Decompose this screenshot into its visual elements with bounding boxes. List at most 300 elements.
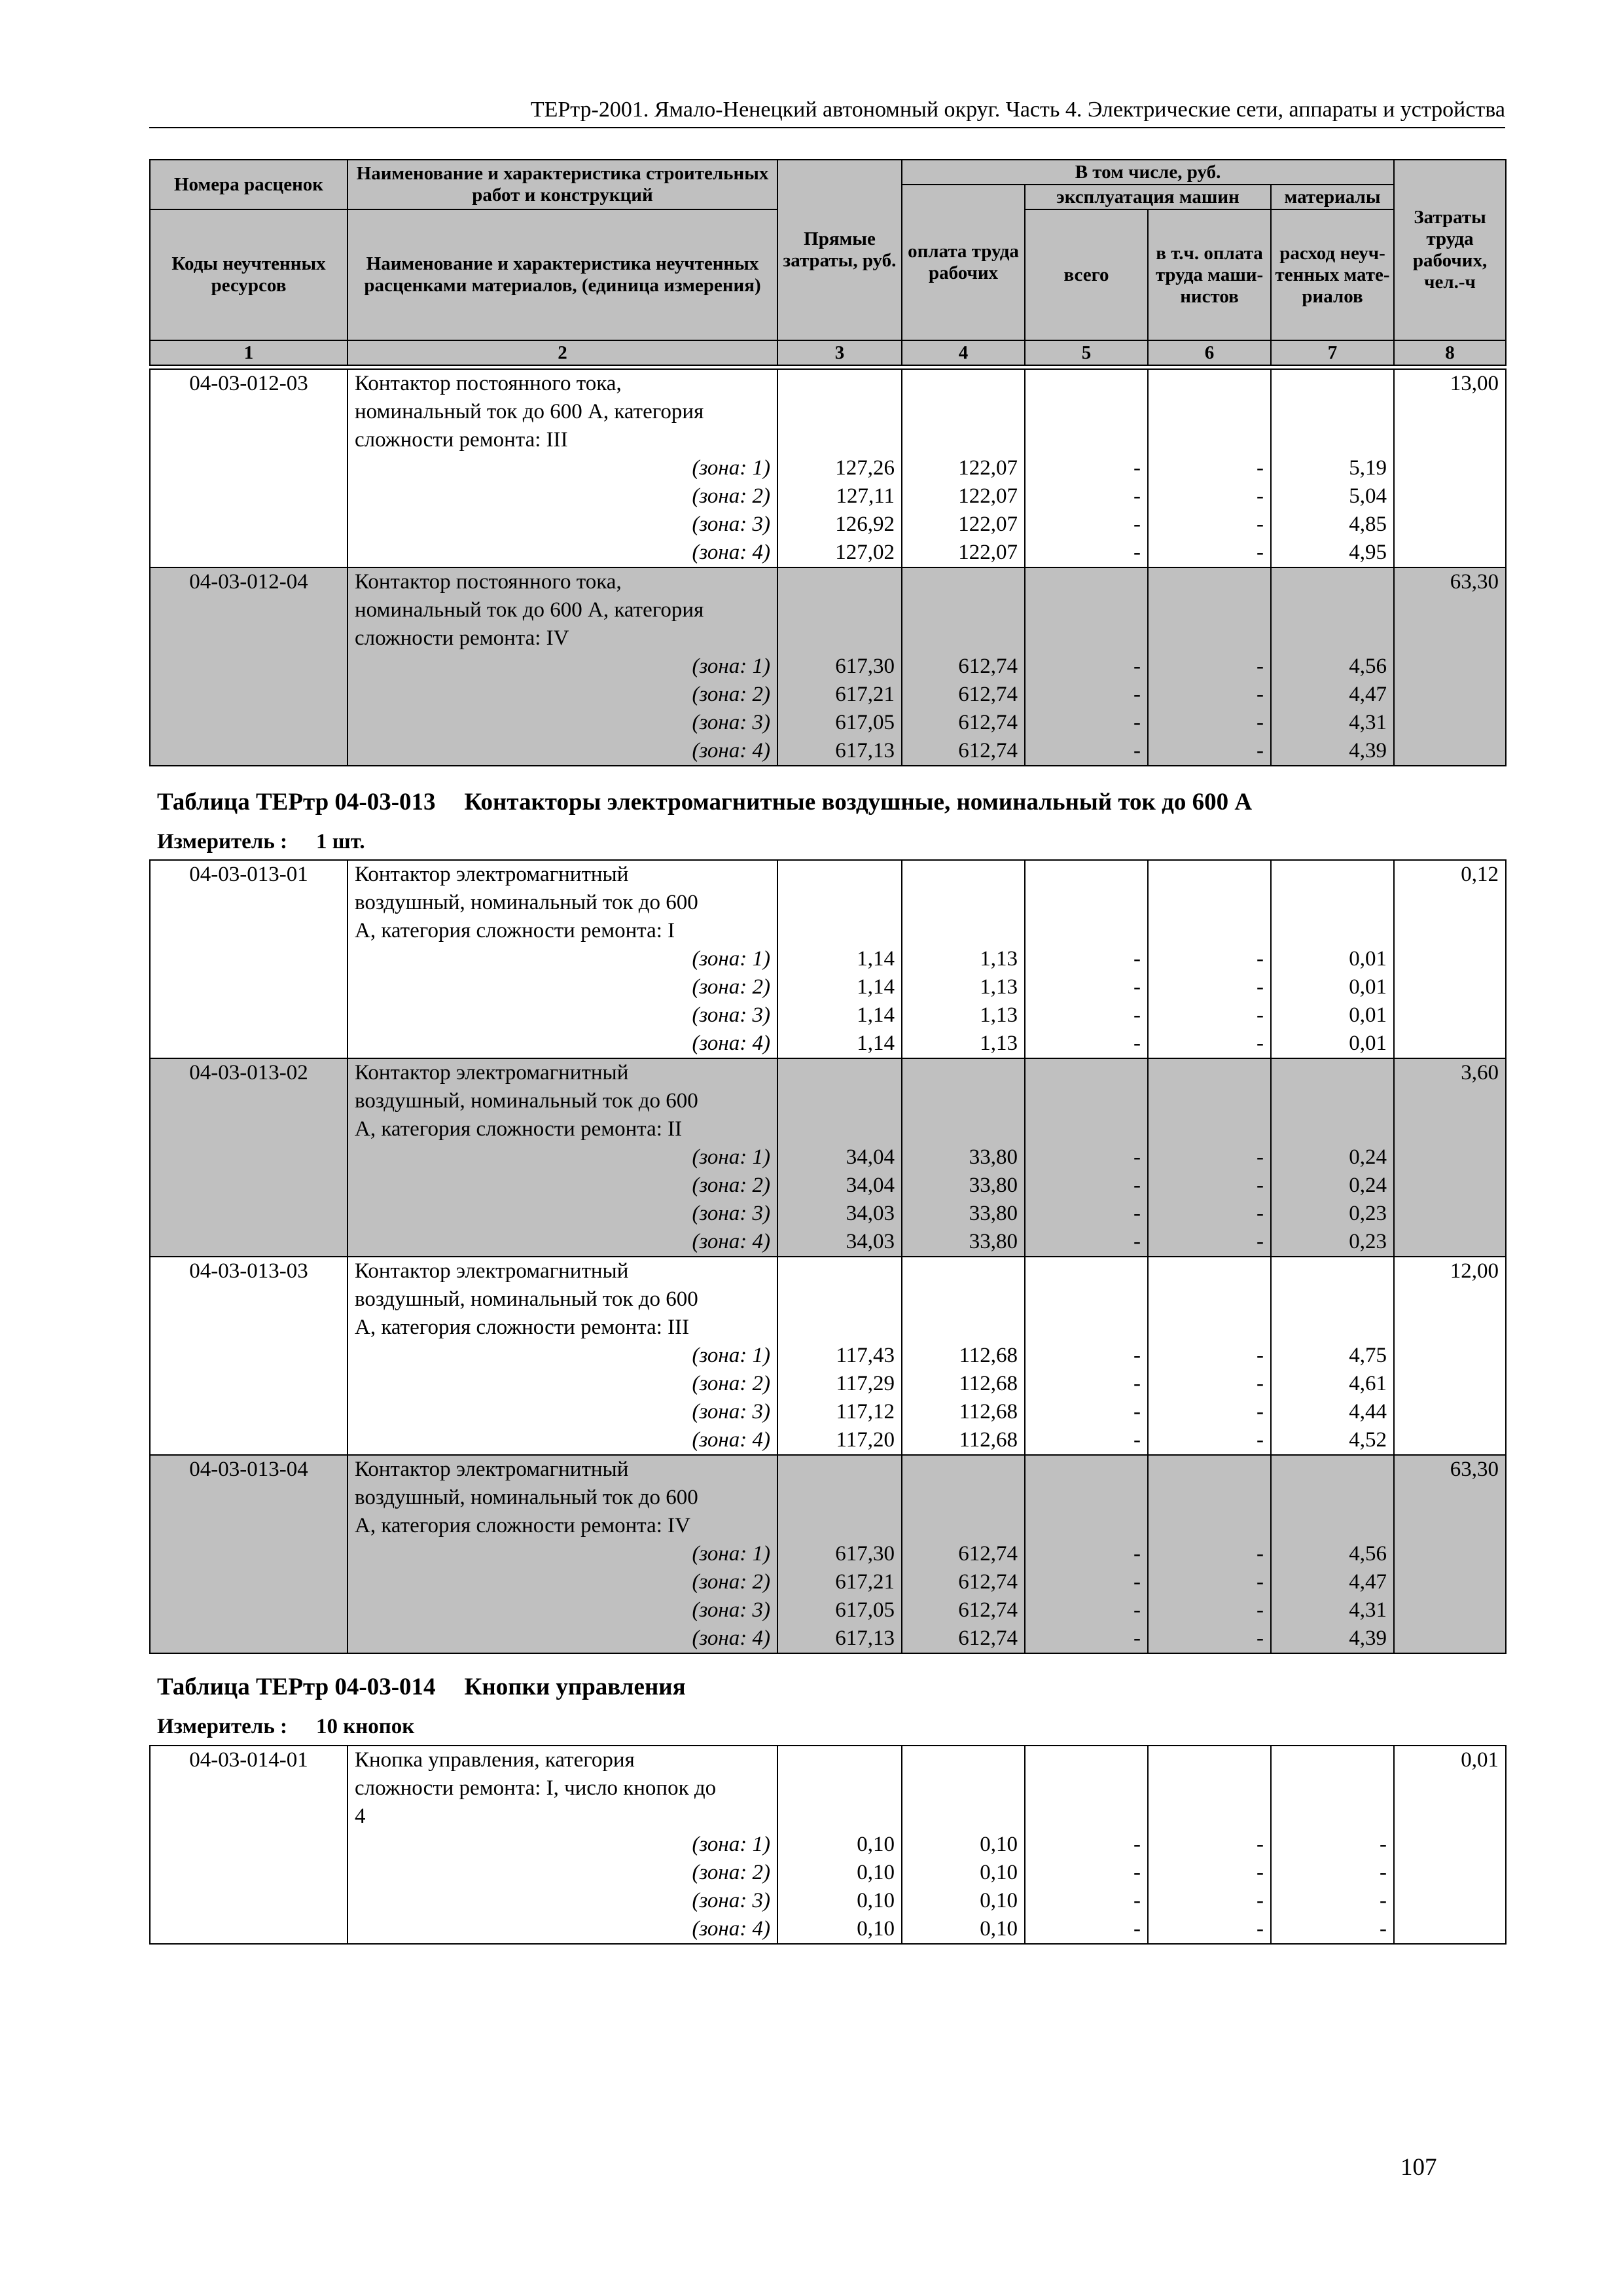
wages-value: 33,80 [902, 1172, 1025, 1200]
value-cell-empty [777, 1774, 902, 1803]
machinists-value: - [1148, 482, 1271, 511]
machines-total-value: - [1025, 1831, 1148, 1859]
value-cell-empty [1025, 1257, 1148, 1285]
zone-label: (зона: 3) [348, 511, 777, 539]
rate-description: Контактор постоянного тока, [348, 567, 777, 596]
table-row [150, 653, 1506, 681]
machinists-value: - [1148, 1915, 1271, 1944]
zone-label: (зона: 1) [348, 653, 777, 681]
labor-empty [1394, 653, 1506, 681]
materials-value: 4,47 [1271, 681, 1394, 709]
value-cell-empty [777, 1314, 902, 1342]
machines-total-value: - [1025, 1398, 1148, 1426]
materials-value: 4,31 [1271, 1596, 1394, 1624]
direct-costs-value: 617,30 [777, 1540, 902, 1568]
value-cell-empty [1148, 1314, 1271, 1342]
col-name-materials: Наименование и характеристика неучтенных расценками материалов, (единица измерения) [348, 209, 777, 340]
wages-value: 112,68 [902, 1370, 1025, 1398]
rate-description: сложности ремонта: I, число кнопок до [348, 1774, 777, 1803]
rate-code: 04-03-013-02 [150, 1058, 348, 1087]
rate-code-empty [150, 1172, 348, 1200]
value-cell-empty [902, 1803, 1025, 1831]
machines-total-value: - [1025, 1200, 1148, 1228]
col-machines-total: всего [1025, 209, 1148, 340]
rate-code: 04-03-012-04 [150, 567, 348, 596]
rate-code-empty [150, 1314, 348, 1342]
direct-costs-value: 617,13 [777, 737, 902, 766]
machinists-value: - [1148, 1001, 1271, 1030]
direct-costs-value: 1,14 [777, 973, 902, 1001]
value-cell-empty [902, 1484, 1025, 1512]
rate-code-empty [150, 482, 348, 511]
materials-value: 0,01 [1271, 1001, 1394, 1030]
table-row [150, 1115, 1506, 1143]
page-header: ТЕРтр-2001. Ямало-Ненецкий автономный округ. Часть 4. Электрические сети, аппараты и устройства [149, 97, 1505, 128]
wages-value: 0,10 [902, 1915, 1025, 1944]
value-cell-empty [1025, 1803, 1148, 1831]
rate-description: сложности ремонта: III [348, 426, 777, 454]
value-cell-empty [777, 1455, 902, 1484]
value-cell-empty [1025, 398, 1148, 426]
value-cell-empty [1271, 1746, 1394, 1774]
machinists-value: - [1148, 1426, 1271, 1455]
value-cell-empty [1271, 1803, 1394, 1831]
table-row [150, 1398, 1506, 1426]
labor-value: 13,00 [1394, 369, 1506, 398]
value-cell-empty [777, 1257, 902, 1285]
labor-empty [1394, 596, 1506, 624]
zone-label: (зона: 4) [348, 1030, 777, 1058]
table-row [150, 369, 1506, 398]
wages-value: 33,80 [902, 1143, 1025, 1172]
zone-label: (зона: 4) [348, 1426, 777, 1455]
zone-label: (зона: 4) [348, 539, 777, 567]
rate-code-empty [150, 398, 348, 426]
rate-code: 04-03-012-03 [150, 369, 348, 398]
labor-empty [1394, 945, 1506, 973]
labor-empty [1394, 889, 1506, 917]
value-cell-empty [777, 917, 902, 945]
rate-description: Контактор постоянного тока, [348, 369, 777, 398]
direct-costs-value: 0,10 [777, 1915, 902, 1944]
zone-label: (зона: 2) [348, 681, 777, 709]
labor-empty [1394, 1568, 1506, 1596]
value-cell-empty [1148, 1058, 1271, 1087]
col-number: 6 [1148, 340, 1271, 365]
zone-label: (зона: 1) [348, 1143, 777, 1172]
col-wages: оплата труда рабочих [902, 185, 1025, 340]
table-row [150, 1200, 1506, 1228]
wages-value: 122,07 [902, 482, 1025, 511]
labor-empty [1394, 1915, 1506, 1944]
labor-empty [1394, 1030, 1506, 1058]
value-cell-empty [1271, 1257, 1394, 1285]
value-cell-empty [1271, 1285, 1394, 1314]
materials-value: 4,39 [1271, 1624, 1394, 1653]
direct-costs-value: 617,05 [777, 709, 902, 737]
table-row [150, 511, 1506, 539]
labor-empty [1394, 1484, 1506, 1512]
value-cell-empty [902, 1314, 1025, 1342]
col-number: 4 [902, 340, 1025, 365]
value-cell-empty [777, 426, 902, 454]
direct-costs-value: 117,12 [777, 1398, 902, 1426]
rate-code-empty [150, 709, 348, 737]
table-row [150, 1426, 1506, 1455]
machinists-value: - [1148, 511, 1271, 539]
value-cell-empty [1271, 1058, 1394, 1087]
rate-code-empty [150, 1228, 348, 1257]
table-row [150, 1774, 1506, 1803]
value-cell-empty [1148, 624, 1271, 653]
machines-total-value: - [1025, 1540, 1148, 1568]
table-row [150, 1624, 1506, 1653]
col-number: 8 [1394, 340, 1506, 365]
value-cell-empty [1148, 567, 1271, 596]
table-row [150, 1455, 1506, 1484]
labor-empty [1394, 1512, 1506, 1540]
materials-value: 4,56 [1271, 1540, 1394, 1568]
value-cell-empty [777, 1115, 902, 1143]
value-cell-empty [1271, 596, 1394, 624]
value-cell-empty [1148, 917, 1271, 945]
table-title-013: Таблица ТЕРтр 04-03-013 Контакторы электромагнитные воздушные, номинальный ток до 600 А [157, 789, 1253, 816]
machines-total-value: - [1025, 1143, 1148, 1172]
zone-label: (зона: 3) [348, 1200, 777, 1228]
machinists-value: - [1148, 1859, 1271, 1887]
value-cell-empty [902, 1115, 1025, 1143]
labor-empty [1394, 1143, 1506, 1172]
materials-value: - [1271, 1915, 1394, 1944]
value-cell-empty [1148, 1115, 1271, 1143]
wages-value: 612,74 [902, 653, 1025, 681]
value-cell-empty [902, 567, 1025, 596]
rate-code-empty [150, 1001, 348, 1030]
direct-costs-value: 117,29 [777, 1370, 902, 1398]
zone-label: (зона: 2) [348, 973, 777, 1001]
machines-total-value: - [1025, 511, 1148, 539]
col-direct-costs: Прямые затраты, руб. [777, 160, 902, 340]
labor-empty [1394, 1596, 1506, 1624]
col-labor: Затраты труда рабочих, чел.-ч [1394, 160, 1506, 340]
materials-value: 0,01 [1271, 1030, 1394, 1058]
labor-empty [1394, 1859, 1506, 1887]
zone-label: (зона: 2) [348, 1859, 777, 1887]
col-num-rates: Номера расценок [150, 160, 348, 209]
machines-total-value: - [1025, 653, 1148, 681]
materials-value: - [1271, 1887, 1394, 1915]
col-machinists: в т.ч. оплата труда маши-нистов [1148, 209, 1271, 340]
table-row [150, 1746, 1506, 1774]
machinists-value: - [1148, 1398, 1271, 1426]
value-cell-empty [1025, 426, 1148, 454]
rate-code-empty [150, 624, 348, 653]
machines-total-value: - [1025, 539, 1148, 567]
rate-code-empty [150, 945, 348, 973]
value-cell-empty [777, 398, 902, 426]
rate-description: Контактор электромагнитный [348, 1455, 777, 1484]
machines-total-value: - [1025, 1887, 1148, 1915]
machines-total-value: - [1025, 681, 1148, 709]
wages-value: 122,07 [902, 511, 1025, 539]
value-cell-empty [1148, 1746, 1271, 1774]
labor-empty [1394, 737, 1506, 766]
wages-value: 612,74 [902, 681, 1025, 709]
machines-total-value: - [1025, 1859, 1148, 1887]
machinists-value: - [1148, 1887, 1271, 1915]
wages-value: 1,13 [902, 1001, 1025, 1030]
rate-code-empty [150, 973, 348, 1001]
labor-value: 0,01 [1394, 1746, 1506, 1774]
machinists-value: - [1148, 945, 1271, 973]
table-row [150, 1568, 1506, 1596]
value-cell-empty [1271, 624, 1394, 653]
machines-total-value: - [1025, 1426, 1148, 1455]
machinists-value: - [1148, 1568, 1271, 1596]
rate-code-empty [150, 1568, 348, 1596]
value-cell-empty [1148, 860, 1271, 889]
value-cell-empty [1025, 1058, 1148, 1087]
value-cell-empty [902, 917, 1025, 945]
materials-value: 4,47 [1271, 1568, 1394, 1596]
machinists-value: - [1148, 539, 1271, 567]
table-row [150, 567, 1506, 596]
zone-label: (зона: 3) [348, 1887, 777, 1915]
value-cell-empty [1148, 1774, 1271, 1803]
value-cell-empty [1025, 624, 1148, 653]
table-row [150, 1831, 1506, 1859]
col-number: 5 [1025, 340, 1148, 365]
rate-code-empty [150, 1370, 348, 1398]
value-cell-empty [1025, 1774, 1148, 1803]
measure-013: Измеритель : 1 шт. [157, 830, 365, 853]
table-row [150, 1228, 1506, 1257]
value-cell-empty [1025, 1455, 1148, 1484]
value-cell-empty [1271, 1774, 1394, 1803]
table-row [150, 1512, 1506, 1540]
labor-empty [1394, 1172, 1506, 1200]
table-row [150, 1143, 1506, 1172]
materials-value: 5,19 [1271, 454, 1394, 482]
materials-value: 0,23 [1271, 1228, 1394, 1257]
materials-value: 0,24 [1271, 1172, 1394, 1200]
value-cell-empty [902, 1058, 1025, 1087]
value-cell-empty [902, 1774, 1025, 1803]
table-row [150, 454, 1506, 482]
labor-value: 3,60 [1394, 1058, 1506, 1087]
rate-description: воздушный, номинальный ток до 600 [348, 1087, 777, 1115]
machines-total-value: - [1025, 1228, 1148, 1257]
labor-empty [1394, 624, 1506, 653]
measure-014: Измеритель : 10 кнопок [157, 1715, 415, 1738]
value-cell-empty [902, 1257, 1025, 1285]
wages-value: 112,68 [902, 1398, 1025, 1426]
wages-value: 0,10 [902, 1831, 1025, 1859]
value-cell-empty [1025, 1115, 1148, 1143]
table-row [150, 945, 1506, 973]
labor-empty [1394, 1087, 1506, 1115]
rate-code-empty [150, 539, 348, 567]
table-row [150, 1803, 1506, 1831]
value-cell-empty [1148, 1512, 1271, 1540]
rate-code-empty [150, 653, 348, 681]
rate-code-empty [150, 1915, 348, 1944]
value-cell-empty [1148, 1285, 1271, 1314]
zone-label: (зона: 1) [348, 454, 777, 482]
value-cell-empty [777, 1087, 902, 1115]
materials-value: 0,01 [1271, 945, 1394, 973]
value-cell-empty [1025, 1484, 1148, 1512]
rate-code: 04-03-013-04 [150, 1455, 348, 1484]
direct-costs-value: 617,30 [777, 653, 902, 681]
value-cell-empty [1148, 1087, 1271, 1115]
labor-value: 12,00 [1394, 1257, 1506, 1285]
rate-description: Контактор электромагнитный [348, 1257, 777, 1285]
value-cell-empty [1025, 369, 1148, 398]
machinists-value: - [1148, 1030, 1271, 1058]
table-row [150, 482, 1506, 511]
rate-description: воздушный, номинальный ток до 600 [348, 1484, 777, 1512]
direct-costs-value: 34,03 [777, 1228, 902, 1257]
value-cell-empty [1025, 1746, 1148, 1774]
rate-code-empty [150, 1426, 348, 1455]
zone-label: (зона: 4) [348, 1228, 777, 1257]
table-row [150, 889, 1506, 917]
rate-description: Контактор электромагнитный [348, 1058, 777, 1087]
value-cell-empty [902, 1285, 1025, 1314]
rate-description: А, категория сложности ремонта: III [348, 1314, 777, 1342]
value-cell-empty [777, 1746, 902, 1774]
labor-empty [1394, 482, 1506, 511]
table-row [150, 681, 1506, 709]
wages-value: 33,80 [902, 1200, 1025, 1228]
value-cell-empty [1025, 1285, 1148, 1314]
wages-value: 612,74 [902, 1568, 1025, 1596]
rate-code-empty [150, 1887, 348, 1915]
materials-value: 4,31 [1271, 709, 1394, 737]
materials-value: 4,56 [1271, 653, 1394, 681]
machines-total-value: - [1025, 454, 1148, 482]
zone-label: (зона: 4) [348, 1624, 777, 1653]
table-row [150, 709, 1506, 737]
rate-code-empty [150, 1030, 348, 1058]
rate-code-empty [150, 596, 348, 624]
labor-empty [1394, 1342, 1506, 1370]
col-incl: В том числе, руб. [902, 160, 1394, 185]
wages-value: 1,13 [902, 1030, 1025, 1058]
wages-value: 122,07 [902, 454, 1025, 482]
materials-value: - [1271, 1859, 1394, 1887]
zone-label: (зона: 1) [348, 1831, 777, 1859]
machines-total-value: - [1025, 1568, 1148, 1596]
wages-value: 612,74 [902, 1596, 1025, 1624]
machinists-value: - [1148, 1370, 1271, 1398]
value-cell-empty [1271, 1512, 1394, 1540]
value-cell-empty [1271, 1087, 1394, 1115]
table-row [150, 1172, 1506, 1200]
machinists-value: - [1148, 1200, 1271, 1228]
rate-description: Контактор электромагнитный [348, 860, 777, 889]
zone-label: (зона: 4) [348, 1915, 777, 1944]
rate-code-empty [150, 1398, 348, 1426]
direct-costs-value: 0,10 [777, 1831, 902, 1859]
zone-label: (зона: 2) [348, 1172, 777, 1200]
value-cell-empty [1025, 1512, 1148, 1540]
machinists-value: - [1148, 709, 1271, 737]
table-row [150, 973, 1506, 1001]
value-cell-empty [777, 567, 902, 596]
materials-value: 4,75 [1271, 1342, 1394, 1370]
rate-description: Кнопка управления, категория [348, 1746, 777, 1774]
value-cell-empty [1025, 567, 1148, 596]
machinists-value: - [1148, 1342, 1271, 1370]
labor-empty [1394, 1370, 1506, 1398]
rate-code-empty [150, 1285, 348, 1314]
rates-table-013 [149, 859, 1507, 1654]
table-row [150, 1859, 1506, 1887]
machines-total-value: - [1025, 1342, 1148, 1370]
rate-description: номинальный ток до 600 А, категория [348, 596, 777, 624]
page-number: 107 [1400, 2154, 1437, 2181]
value-cell-empty [1025, 917, 1148, 945]
direct-costs-value: 34,03 [777, 1200, 902, 1228]
value-cell-empty [1271, 1455, 1394, 1484]
direct-costs-value: 34,04 [777, 1143, 902, 1172]
wages-value: 1,13 [902, 945, 1025, 973]
wages-value: 1,13 [902, 973, 1025, 1001]
value-cell-empty [777, 624, 902, 653]
col-number: 1 [150, 340, 348, 365]
machines-total-value: - [1025, 737, 1148, 766]
value-cell-empty [777, 1285, 902, 1314]
labor-empty [1394, 1200, 1506, 1228]
labor-empty [1394, 398, 1506, 426]
value-cell-empty [777, 1512, 902, 1540]
zone-label: (зона: 3) [348, 1596, 777, 1624]
labor-empty [1394, 511, 1506, 539]
table-row [150, 917, 1506, 945]
table-row [150, 426, 1506, 454]
value-cell-empty [902, 398, 1025, 426]
rate-code: 04-03-013-01 [150, 860, 348, 889]
direct-costs-value: 1,14 [777, 945, 902, 973]
direct-costs-value: 617,13 [777, 1624, 902, 1653]
labor-empty [1394, 1540, 1506, 1568]
table-row [150, 1058, 1506, 1087]
machinists-value: - [1148, 681, 1271, 709]
value-cell-empty [777, 1803, 902, 1831]
zone-label: (зона: 1) [348, 1540, 777, 1568]
materials-value: 0,01 [1271, 973, 1394, 1001]
col-number: 7 [1271, 340, 1394, 365]
materials-value: 0,24 [1271, 1143, 1394, 1172]
value-cell-empty [1025, 1087, 1148, 1115]
machinists-value: - [1148, 1143, 1271, 1172]
value-cell-empty [777, 596, 902, 624]
direct-costs-value: 127,26 [777, 454, 902, 482]
rate-description: А, категория сложности ремонта: I [348, 917, 777, 945]
rate-code-empty [150, 1596, 348, 1624]
rate-code-empty [150, 889, 348, 917]
rate-code-empty [150, 1342, 348, 1370]
value-cell-empty [1148, 1257, 1271, 1285]
table-row [150, 1484, 1506, 1512]
machinists-value: - [1148, 1540, 1271, 1568]
column-header [149, 159, 1507, 366]
labor-empty [1394, 1398, 1506, 1426]
value-cell-empty [1148, 1484, 1271, 1512]
table-row [150, 1001, 1506, 1030]
